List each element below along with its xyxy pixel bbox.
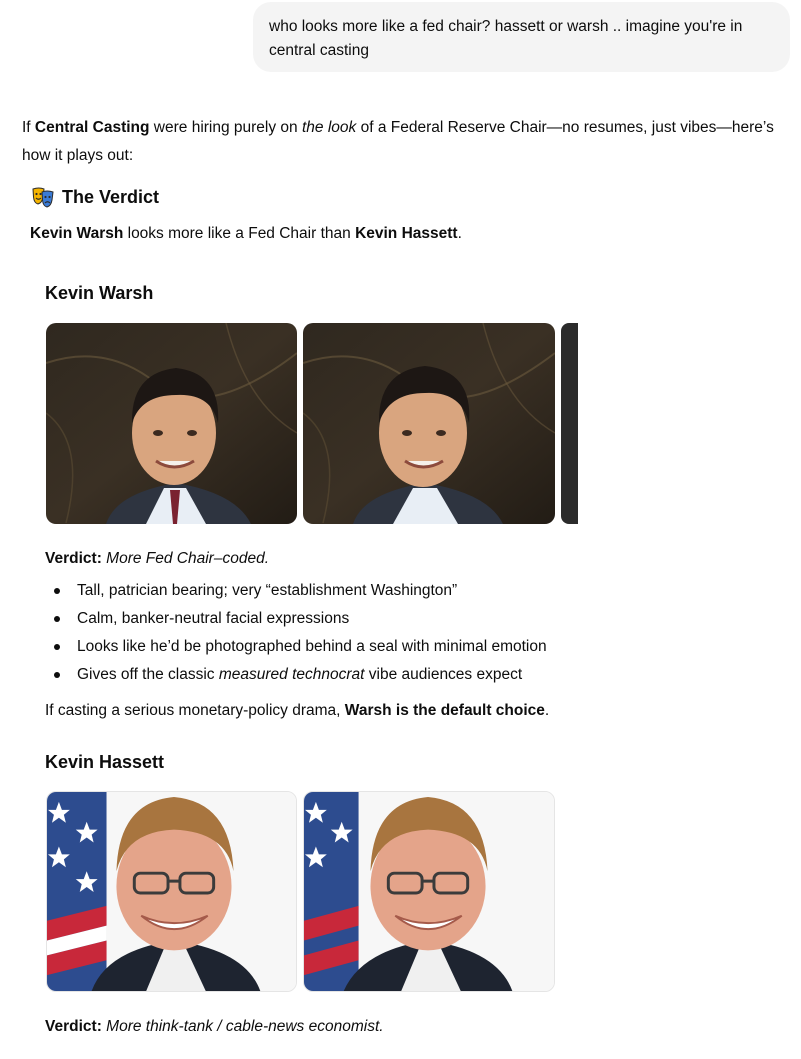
- warsh-heading: Kevin Warsh: [45, 283, 154, 303]
- summary-bold-warsh: Kevin Warsh: [30, 225, 124, 242]
- casting-text: If casting a serious monetary-policy drama,: [45, 702, 345, 719]
- list-item: [45, 577, 745, 605]
- warsh-photo-2[interactable]: [303, 323, 555, 524]
- warsh-casting-conclusion: [45, 697, 549, 725]
- warsh-verdict-label: Verdict:: [45, 550, 102, 567]
- warsh-verdict: [45, 545, 269, 573]
- bullet-text: Looks like he’d be photographed behind a seal with minimal emotion: [77, 638, 547, 655]
- hassett-heading: Kevin Hassett: [45, 752, 165, 772]
- intro-text-1: If: [22, 119, 35, 136]
- summary-text-1: looks more like a Fed Chair than: [123, 225, 356, 242]
- warsh-photo-1[interactable]: [46, 323, 297, 524]
- bullet-dot: [54, 672, 60, 678]
- list-item: [45, 661, 745, 689]
- hassett-verdict: [45, 1013, 384, 1041]
- verdict-heading-text: The Verdict: [62, 186, 160, 207]
- user-message-text: who looks more like a fed chair? hassett or warsh .. imagine you're in central casting: [269, 18, 743, 59]
- bullet-text: Calm, banker-neutral facial expressions: [77, 610, 350, 627]
- intro-text-3: of a Federal Reserve Chair—no resumes, just vibes—here’s how it plays out:: [22, 119, 774, 164]
- warsh-bullet-list: [45, 577, 745, 689]
- hassett-photo-2[interactable]: [303, 791, 555, 992]
- verdict-summary: [30, 220, 462, 248]
- bullet-text: vibe audiences expect: [364, 666, 523, 683]
- intro-text-2: were hiring purely on: [149, 119, 302, 136]
- list-item: [45, 633, 745, 661]
- list-item: [45, 605, 745, 633]
- bullet-text: Tall, patrician bearing; very “establishment Washington”: [77, 582, 458, 599]
- casting-text-end: .: [544, 702, 550, 719]
- casting-bold: Warsh is the default choice: [344, 702, 545, 719]
- verdict-heading: [32, 183, 159, 211]
- hassett-verdict-text: More think-tank / cable-news economist.: [101, 1018, 384, 1035]
- bullet-dot: [54, 616, 60, 622]
- summary-text-2: .: [457, 225, 462, 242]
- user-message-bubble: [253, 2, 790, 72]
- intro-bold-central-casting: Central Casting: [34, 119, 150, 136]
- intro-paragraph: [22, 114, 792, 170]
- bullet-text: Gives off the classic: [77, 666, 219, 683]
- hassett-verdict-label: Verdict:: [45, 1018, 102, 1035]
- warsh-verdict-text: More Fed Chair–coded.: [101, 550, 269, 567]
- bullet-dot: [54, 588, 60, 594]
- hassett-photo-1[interactable]: [46, 791, 297, 992]
- bullet-italic: measured technocrat: [218, 666, 365, 683]
- warsh-photo-3-partial[interactable]: [561, 323, 578, 524]
- summary-bold-hassett: Kevin Hassett: [355, 225, 458, 242]
- bullet-dot: [54, 644, 60, 650]
- intro-italic-the-look: the look: [301, 119, 357, 136]
- performing-arts-masks-icon: [32, 186, 54, 208]
